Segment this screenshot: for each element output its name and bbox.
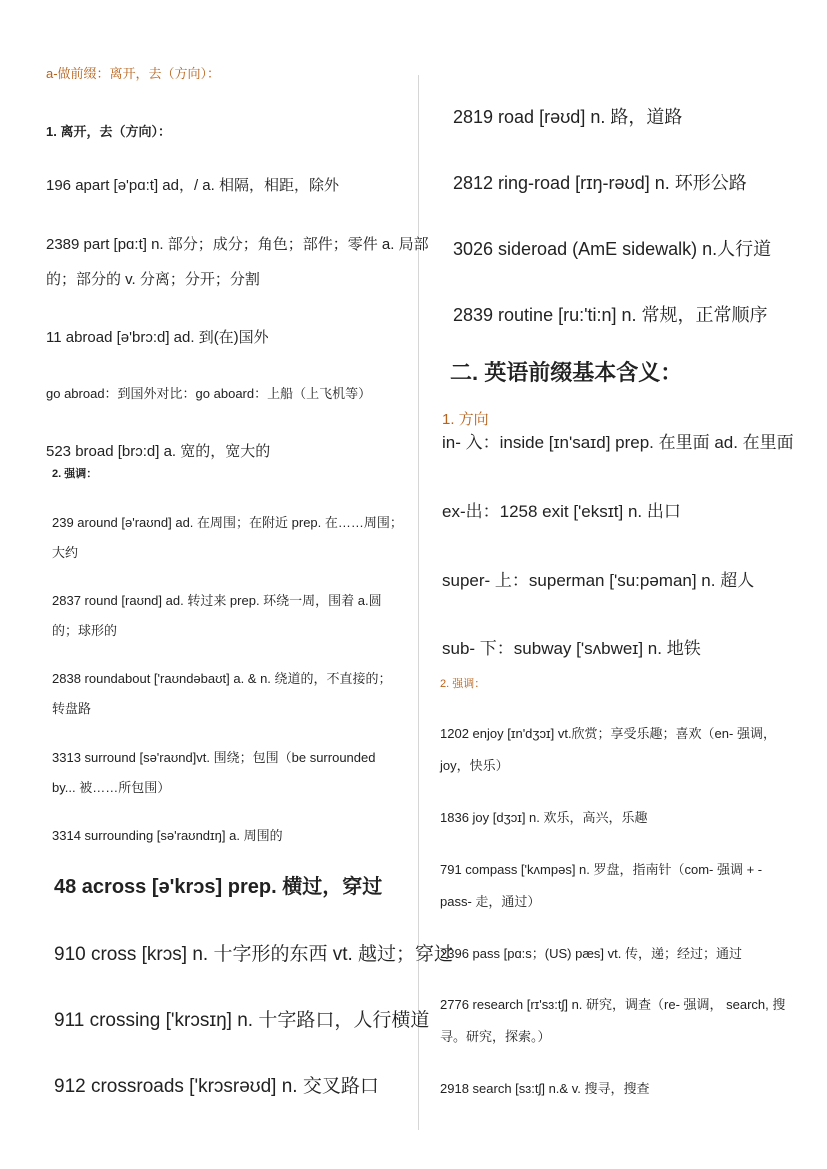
sub-heading-direction: 1. 方向	[442, 411, 489, 428]
entry-round-line1: 2837 round [raʊnd] ad. 转过来 prep. 环绕一周，围着 a.圆	[52, 593, 382, 608]
entry-crossing: 911 crossing ['krɔsɪŋ] n. 十字路口，人行横道	[54, 1010, 430, 1031]
entry-enjoy-line1: 1202 enjoy [ɪn'dʒɔɪ] vt.欣赏；享受乐趣；喜欢（en- 强调，	[440, 726, 776, 741]
entry-roundabout-line1: 2838 roundabout ['raʊndəbaʊt] a. & n. 绕道的，不直接的；	[52, 671, 392, 686]
entry-surrounding: 3314 surrounding [sə'raʊndɪŋ] a. 周围的	[52, 828, 283, 843]
sub-heading-emphasis: 2. 强调：	[440, 678, 486, 690]
entry-pass: 2396 pass [pɑ:s；(US) pæs] vt. 传，递；经过；通过	[440, 946, 742, 961]
go-abroad-note: go abroad：到国外对比：go aboard：上船（上飞机等）	[46, 386, 372, 401]
entry-crossroads: 912 crossroads ['krɔsrəʊd] n. 交叉路口	[54, 1076, 379, 1097]
entry-broad: 523 broad [brɔ:d] a. 宽的，宽大的	[46, 443, 271, 460]
sub-heading-direction: 1. 离开，去（方向）：	[46, 124, 171, 139]
entry-joy: 1836 joy [dʒɔɪ] n. 欢乐，高兴，乐趣	[440, 810, 648, 825]
entry-surround-line2: by... 被……所包围）	[52, 780, 171, 795]
entry-routine: 2839 routine [ru:'ti:n] n. 常规，正常顺序	[453, 305, 768, 325]
entry-across: 48 across [ə'krɔs] prep. 横过，穿过	[54, 876, 383, 898]
entry-ring-road: 2812 ring-road [rɪŋ-rəʊd] n. 环形公路	[453, 173, 747, 193]
entry-sub-prefix: sub- 下：subway ['sʌbweɪ] n. 地铁	[442, 639, 701, 658]
entry-surround-line1: 3313 surround [sə'raʊnd]vt. 围绕；包围（be surrounded	[52, 750, 376, 765]
section-heading: 二. 英语前缀基本含义：	[450, 360, 683, 385]
entry-abroad: 11 abroad [ə'brɔ:d] ad. 到(在)国外	[46, 329, 269, 346]
entry-road: 2819 road [rəʊd] n. 路，道路	[453, 107, 683, 127]
entry-in-prefix: in- 入：inside [ɪn'saɪd] prep. 在里面 ad. 在里面	[442, 433, 794, 452]
entry-enjoy-line2: joy，快乐）	[440, 758, 509, 773]
entry-compass-line1: 791 compass ['kʌmpəs] n. 罗盘，指南针（com- 强调 + -	[440, 862, 763, 877]
entry-round-line2: 的；球形的	[52, 623, 118, 638]
entry-research-line1: 2776 research [rɪ'sɜ:tʃ] n. 研究，调查（re- 强调， search, 搜	[440, 997, 786, 1012]
entry-around-line1: 239 around [ə'raʊnd] ad. 在周围；在附近 prep. 在……周围；	[52, 515, 403, 530]
entry-around-line2: 大约	[52, 545, 79, 560]
entry-roundabout-line2: 转盘路	[52, 701, 92, 716]
entry-compass-line2: pass- 走，通过）	[440, 894, 541, 909]
entry-search: 2918 search [sɜ:tʃ] n.& v. 搜寻，搜查	[440, 1081, 650, 1096]
entry-part-line1: 2389 part [pɑ:t] n. 部分；成分；角色；部件；零件 a. 局部	[46, 236, 429, 253]
entry-research-line2: 寻。研究，探索。）	[440, 1029, 551, 1044]
entry-super-prefix: super- 上：superman ['su:pəman] n. 超人	[442, 571, 755, 590]
sub-heading-emphasis: 2. 强调：	[52, 468, 98, 480]
entry-part-line2: 的；部分的 v. 分离；分开；分割	[46, 271, 260, 288]
entry-sideroad: 3026 sideroad (AmE sidewalk) n.人行道	[453, 239, 772, 259]
entry-ex-prefix: ex-出：1258 exit ['eksɪt] n. 出口	[442, 502, 681, 521]
entry-cross: 910 cross [krɔs] n. 十字形的东西 vt. 越过；穿过	[54, 944, 454, 965]
entry-apart: 196 apart [ə'pɑ:t] ad，/ a. 相隔，相距，除外	[46, 177, 339, 194]
prefix-heading: a-做前缀：离开，去（方向）：	[46, 66, 221, 81]
